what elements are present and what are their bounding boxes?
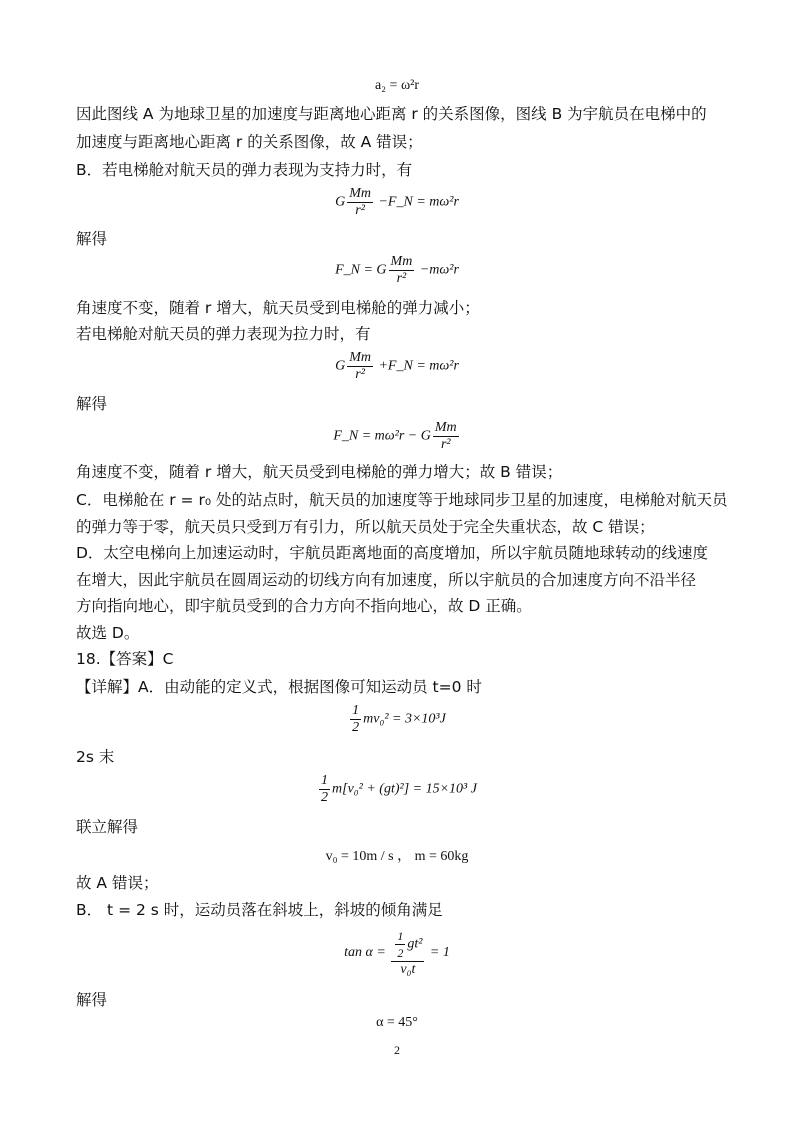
- equation-2: F_N = G $\frac{Mm}{\text{r²}}$ −mω²r: [335, 254, 459, 286]
- text-line: C．电梯舱在 r = r₀ 处的站点时，航天员的加速度等于地球同步卫星的加速度，电梯舱对航天员: [76, 491, 728, 509]
- text-line: 故选 D。: [76, 624, 140, 642]
- equation-7: v₀ = 10m / s ， m = 60kg: [325, 849, 469, 864]
- text-line: 角速度不变，随着 r 增大，航天员受到电梯舱的弹力减小；: [76, 299, 480, 317]
- equation-8: tan α = $\frac{1}{2}$ gt² v₀t = 1: [344, 929, 450, 977]
- text-line: B．若电梯舱对航天员的弹力表现为支持力时，有: [76, 161, 413, 179]
- equation-1: G $\frac{Mm}{\text{r²}}$ −F_N = mω²r: [335, 186, 459, 218]
- text-line: B． t = 2 s 时，运动员落在斜坡上，斜坡的倾角满足: [76, 901, 443, 919]
- equation-6: $\frac{1}{2}$ m[v₀² + (gt)²] = 15×10³ J: [321, 773, 477, 805]
- text-line: 角速度不变，随着 r 增大，航天员受到电梯舱的弹力增大；故 B 错误；: [76, 463, 563, 481]
- answer-heading: 18.【答案】C: [76, 650, 174, 668]
- text-line: 在增大，因此宇航员在圆周运动的切线方向有加速度，所以宇航员的合加速度方向不沿半径: [76, 571, 697, 589]
- equation-a2: a₂ = ω²r: [374, 78, 420, 93]
- equation-5: $\frac{1}{2}$ mv₀² = 3×10³J: [352, 703, 446, 735]
- text-line: 加速度与距离地心距离 r 的关系图像，故 A 错误；: [76, 133, 423, 151]
- text-line: 解得: [76, 991, 108, 1009]
- text-line: 若电梯舱对航天员的弹力表现为拉力时，有: [76, 325, 371, 343]
- text-line: 解得: [76, 395, 108, 413]
- equation-4: F_N = mω²r − G $\frac{Mm}{\text{r²}}$: [333, 420, 457, 452]
- text-line: 2s 末: [76, 748, 115, 766]
- text-line: 的弹力等于零，航天员只受到万有引力，所以航天员处于完全失重状态，故 C 错误；: [76, 518, 655, 536]
- text-line: D．太空电梯向上加速运动时，宇航员距离地面的高度增加，所以宇航员随地球转动的线速度: [76, 544, 708, 562]
- text-line: 联立解得: [76, 818, 139, 836]
- equation-3: G $\frac{Mm}{\text{r²}}$ +F_N = mω²r: [335, 350, 459, 382]
- text-line: 故 A 错误；: [76, 874, 159, 892]
- text-line: 方向指向地心，即宇航员受到的合力方向不指向地心，故 D 正确。: [76, 597, 532, 615]
- text-line: 因此图线 A 为地球卫星的加速度与距离地心距离 r 的关系图像，图线 B 为宇航员在电梯中的: [76, 105, 707, 123]
- equation-9: α = 45°: [376, 1015, 418, 1030]
- text-line: 解得: [76, 230, 108, 248]
- page-number: 2: [394, 1043, 400, 1057]
- text-line: 【详解】A．由动能的定义式，根据图像可知运动员 t=0 时: [76, 678, 482, 696]
